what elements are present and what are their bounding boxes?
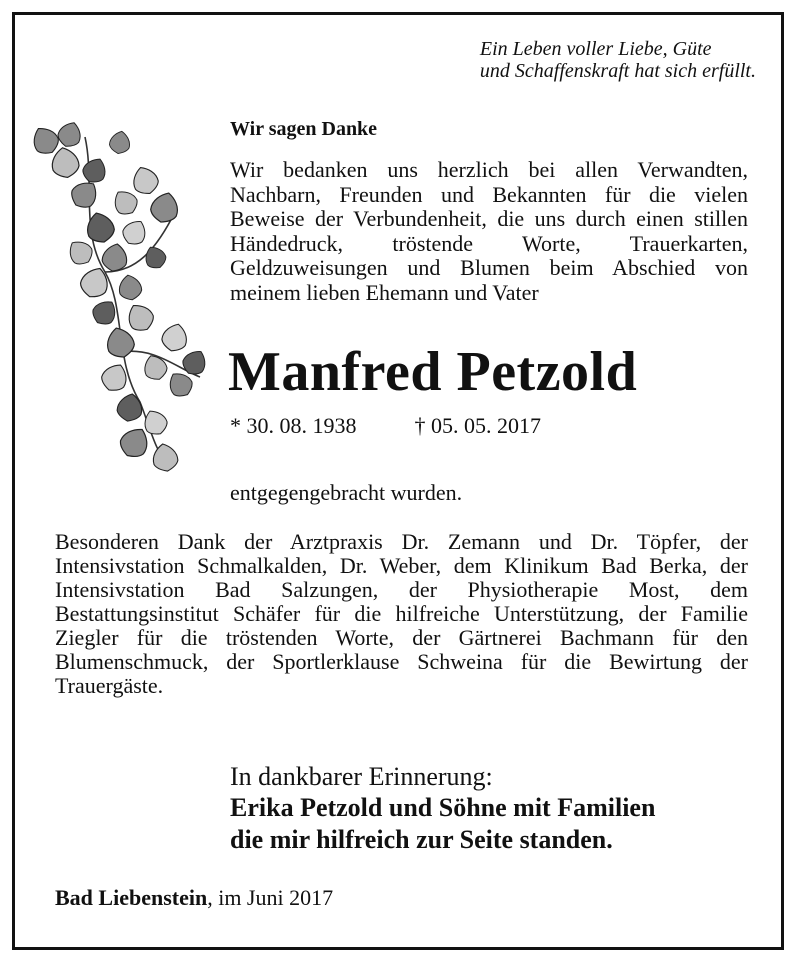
life-dates: [230, 413, 541, 439]
family-line-2: die mir hilfreich zur Seite standen.: [230, 825, 613, 854]
place-date: [55, 885, 333, 911]
birth-date: * 30. 08. 1938: [230, 413, 357, 438]
death-date: † 05. 05. 2017: [414, 413, 541, 438]
memory-block: [230, 762, 655, 856]
town: Bad Liebenstein: [55, 885, 208, 910]
family-line-1: Erika Petzold und Söhne mit Familien: [230, 793, 656, 822]
ivy-icon: [25, 122, 215, 477]
received-text: entgegengebracht wurden.: [230, 480, 463, 505]
memory-lead: In dankbarer Erinnerung:: [230, 762, 493, 791]
intro-text: Wir bedanken uns herzlich bei allen Verwandten, Nachbarn, Freunden und Bekannten für die vielen Beweise der Verbundenheit, die uns durch einen stillen Händedruck, tröstende Worte, Trauerkarten, Geldzuweisungen und Blumen beim Abschied von meinem lieben Ehemann und Vater: [230, 157, 748, 305]
heading: Wir sagen Danke: [230, 118, 378, 140]
motto-line-2: und Schaffenskraft hat sich erfüllt.: [479, 60, 756, 82]
motto: [480, 38, 756, 82]
motto-line-1: Ein Leben voller Liebe, Güte: [479, 38, 712, 60]
special-thanks: Besonderen Dank der Arztpraxis Dr. Zemann und Dr. Töpfer, der Intensivstation Schmalkalden, Dr. Weber, dem Klinikum Bad Berka, der Intensivstation Bad Salzungen, der Physiotherapie Most, dem Bestattungsinstitut Schäfer für die hilfreiche Unterstützung, der Familie Ziegler für die tröstenden Worte, der Gärtnerei Bachmann für den Blumenschmuck, der Sportlerklause Schweina für die Bewirtung der Trauergäste.: [55, 529, 748, 698]
deceased-name: Manfred Petzold: [228, 341, 638, 403]
date: , im Juni 2017: [207, 885, 334, 910]
